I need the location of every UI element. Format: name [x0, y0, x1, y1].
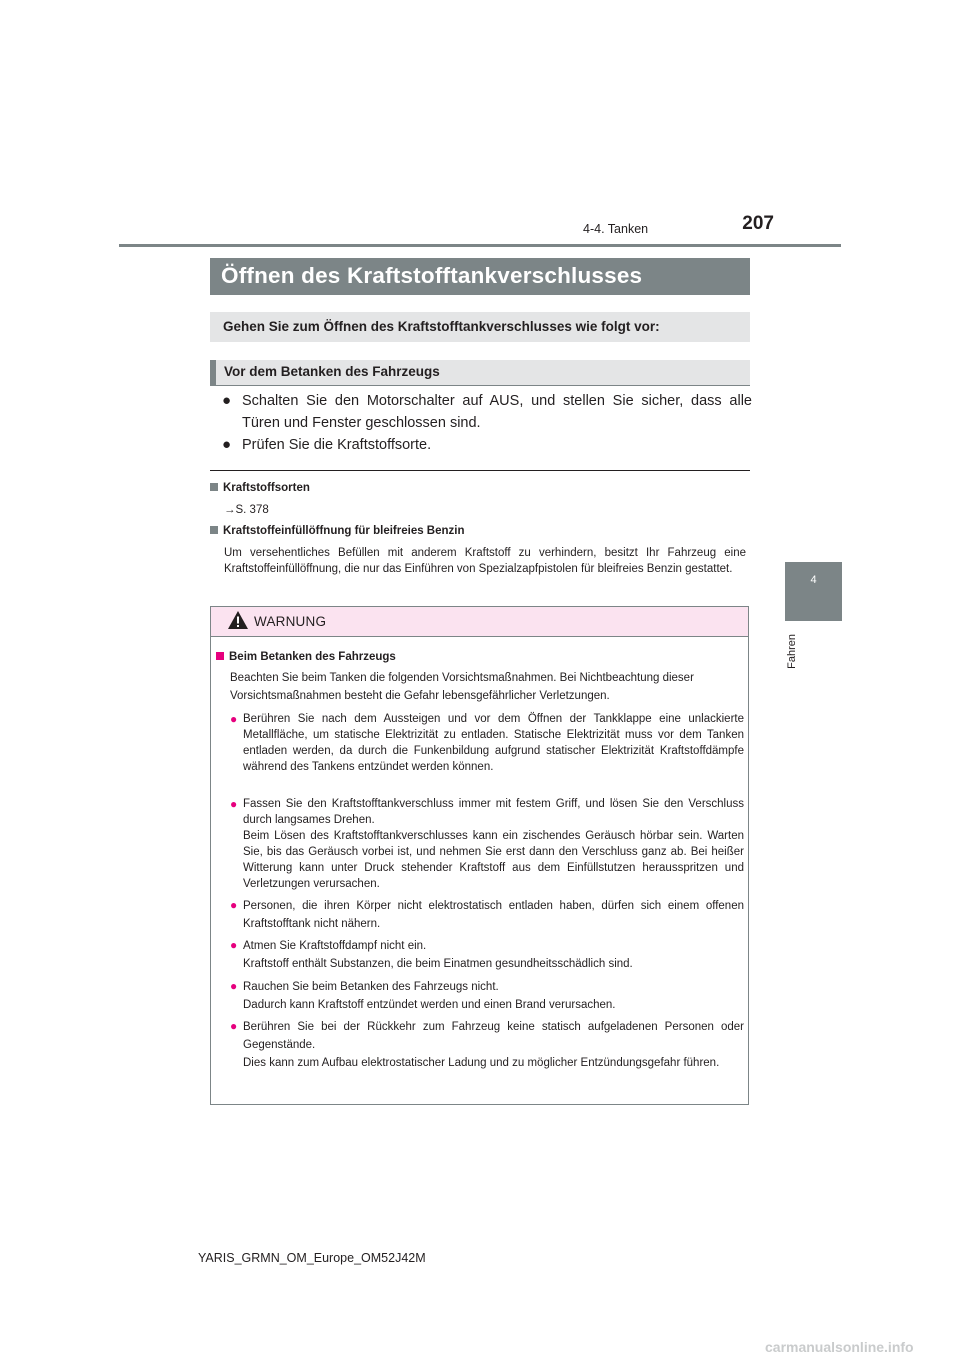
square-bullet-icon — [210, 483, 218, 491]
note-heading — [210, 525, 465, 537]
note-heading — [210, 482, 310, 494]
subheading-text: Vor dem Betanken des Fahrzeugs — [224, 364, 440, 379]
warning-item-text: Fassen Sie den Kraftstofftankverschluss immer mit festem Griff, und lösen Sie den Verschluss durch langsames Drehen. Beim Lösen des Kraftstofftankverschlusses kann ein zischendes Geräusch hörbar sein. Warten Sie, bis das Geräusch vorbei ist, und nehmen Sie erst dann den Verschluss ganz ab. Bei heißer Witterung kann unter Druck stehender Kraftstoff aus dem Einfüllstutzen herausspritzen und Verletzungen verursachen. — [243, 798, 744, 890]
warning-item — [230, 937, 744, 973]
document-code: YARIS_GRMN_OM_Europe_OM52J42M — [198, 1251, 426, 1265]
warning-title: WARNUNG — [254, 614, 327, 629]
warning-item — [230, 711, 744, 775]
bullet-icon: ● — [230, 938, 238, 952]
warning-item-text: Rauchen Sie beim Betanken des Fahrzeugs nicht. Dadurch kann Kraftstoff entzündet werden und einen Brand verursachen. — [243, 981, 616, 1011]
page-title-text: Öffnen des Kraftstofftankverschlusses — [221, 263, 643, 288]
note-body: Um versehentliches Befüllen mit anderem Kraftstoff zu verhindern, besitzt Ihr Fahrzeug eine Kraftstoffeinfüllöffnung, die nur das Einführen von Spezialzapfpistolen für bleifreies Benzin gestattet. — [224, 547, 746, 575]
warning-heading-text: Beim Betanken des Fahrzeugs — [229, 651, 396, 663]
warning-item-text: Personen, die ihren Körper nicht elektrostatisch entladen haben, dürfen sich einem offenen Kraftstofftank nicht nähern. — [243, 900, 744, 930]
page-number: 207 — [742, 213, 774, 234]
bullet-icon: ● — [230, 712, 238, 726]
bullet-icon: ● — [222, 392, 232, 409]
bullet-icon: ● — [222, 436, 232, 453]
warning-item — [230, 1018, 744, 1072]
chapter-label: Fahren — [786, 634, 798, 669]
step-text: Prüfen Sie die Kraftstoffsorte. — [242, 437, 432, 453]
warning-intro: Beachten Sie beim Tanken die folgenden Vorsichtsmaßnahmen. Bei Nichtbeachtung dieser Vorsichtsmaßnahmen besteht die Gefahr lebensgefährlicher Verletzungen. — [230, 672, 694, 702]
lead-box — [210, 312, 750, 342]
page-title — [210, 258, 750, 295]
bullet-icon: ● — [230, 797, 238, 811]
warning-item — [230, 897, 744, 933]
square-bullet-icon — [216, 652, 224, 660]
section-divider — [210, 470, 750, 471]
warning-item-text: Berühren Sie nach dem Aussteigen und vor dem Öffnen der Tankklappe eine unlackierte Metallfläche, um statische Elektrizität zu entladen. Statische Elektrizität muss vor dem Tanken entladen werden, da durch die Funkenbildung aufgrund statischer Elektrizität Kraftstoffdämpfe während des Tankens entzündet werden können. — [243, 713, 744, 773]
chapter-number: 4 — [810, 574, 817, 586]
subheading — [210, 360, 750, 386]
warning-item — [230, 796, 744, 892]
header-rule — [119, 244, 841, 247]
warning-item — [230, 978, 744, 1014]
chapter-tab — [785, 562, 842, 621]
step-item — [222, 434, 752, 456]
note-body: →S. 378 — [224, 504, 269, 516]
note-heading-text: Kraftstoffeinfüllöffnung für bleifreies Benzin — [223, 525, 465, 537]
note-heading-text: Kraftstoffsorten — [223, 482, 310, 494]
bullet-icon: ● — [230, 1019, 238, 1033]
lead-text: Gehen Sie zum Öffnen des Kraftstofftankverschlusses wie folgt vor: — [223, 319, 660, 334]
warning-item-text: Berühren Sie bei der Rückkehr zum Fahrzeug keine statisch aufgeladenen Personen oder Gegenstände. Dies kann zum Aufbau elektrostatischer Ladung und zu möglicher Entzündungsgefahr führen. — [243, 1021, 744, 1069]
warning-heading — [216, 651, 396, 663]
section-reference: 4-4. Tanken — [583, 222, 649, 236]
warning-item-text: Atmen Sie Kraftstoffdampf nicht ein. Kraftstoff enthält Substanzen, die beim Einatmen gesundheitsschädlich sind. — [243, 940, 633, 970]
step-text: Schalten Sie den Motorschalter auf AUS, und stellen Sie sicher, dass alle Türen und Fenster geschlossen sind. — [242, 393, 752, 431]
watermark: carmanualsonline.info — [765, 1339, 914, 1355]
square-bullet-icon — [210, 526, 218, 534]
warning-triangle-icon — [227, 610, 249, 630]
bullet-icon: ● — [230, 898, 238, 912]
bullet-icon: ● — [230, 979, 238, 993]
subheading-bar — [210, 360, 216, 386]
step-item — [222, 390, 752, 434]
